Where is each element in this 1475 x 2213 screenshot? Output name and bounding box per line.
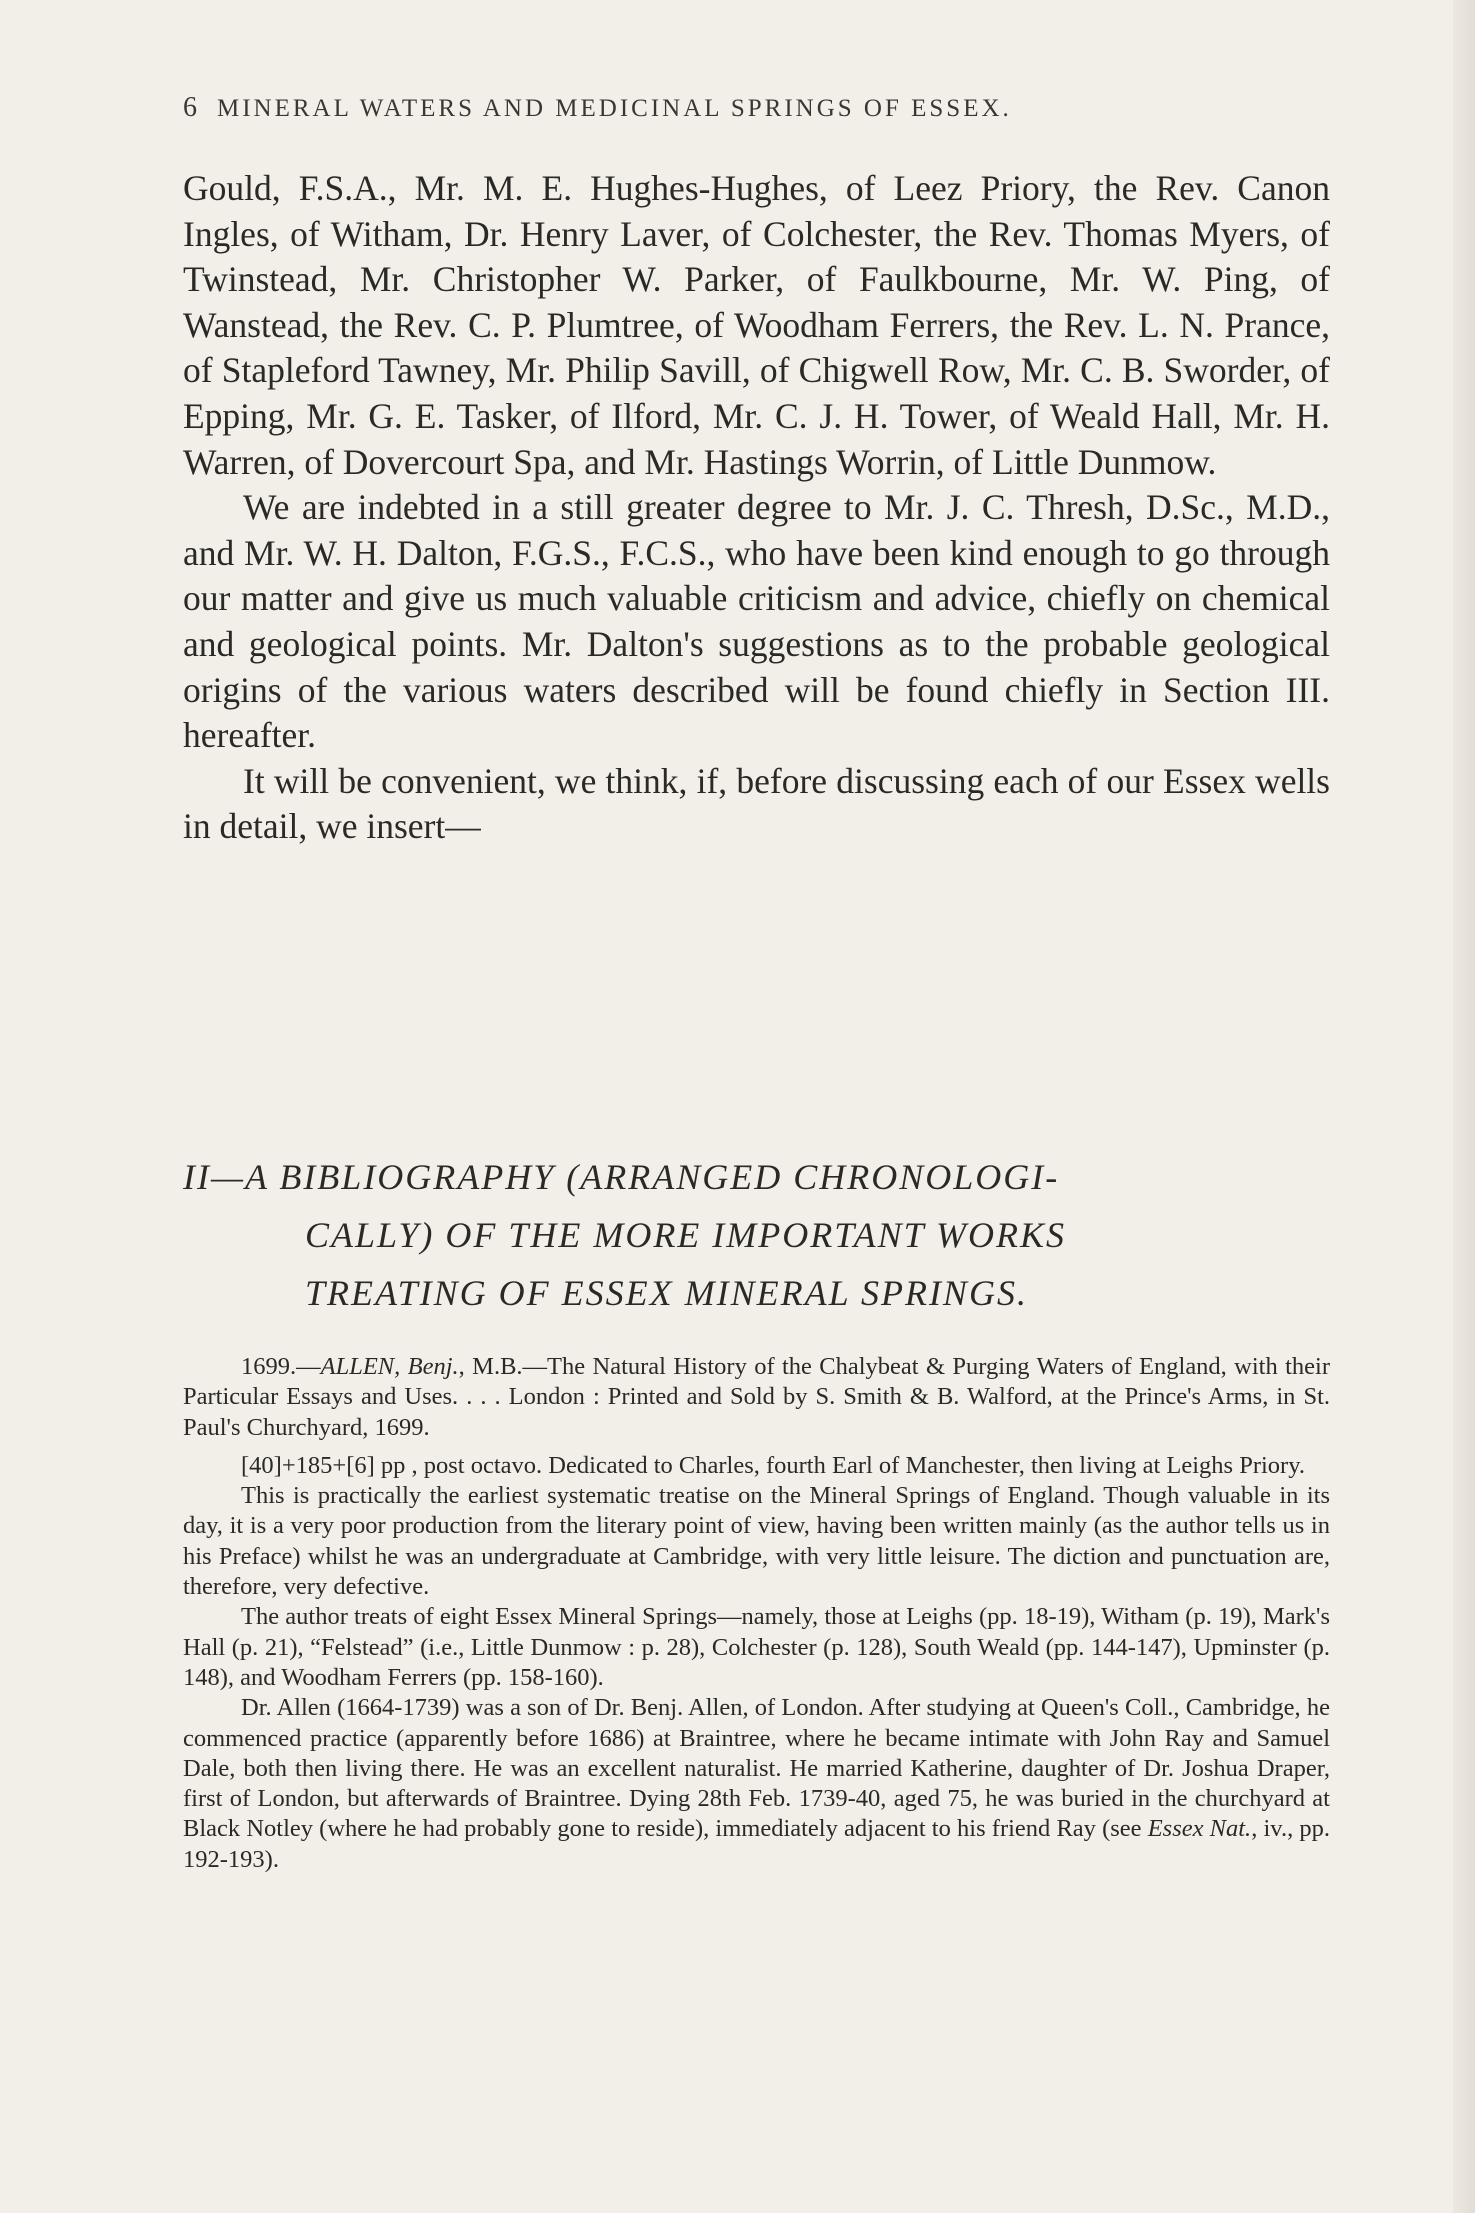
note-3-text: Dr. Allen (1664-1739) was a son of Dr. Benj. Allen, of London. After studying at Queen's Coll., Cambridge, he commenced practice (apparently before 1686) at Braintree, where he became intimate with John Ray and Samuel Dale, both then living there. He was an excellent naturalist. He married Katherine, daughter of Dr. Joshua Draper, first of London, but afterwards of Braintree. Dying 28th Feb. 1739-40, aged 75, he was buried in the churchyard at Black Notley (where he had probably gone to reside), immediately adjacent to his friend Ray (see [183,1694,1330,1843]
section-heading [183,1148,1330,1322]
note-3-reference: Essex Nat. [1147,1815,1252,1843]
entry-note-1: This is practically the earliest systematic treatise on the Mineral Springs of England. Though valuable in its day, it is a very poor production from the literary point of view, having been written mainly (as the author tells us in his Preface) whilst he was an undergraduate at Cambridge, with very little leisure. The diction and punctuation are, therefore, very defective. [183,1482,1330,1601]
paragraph-insert: It will be convenient, we think, if, before discussing each of our Essex wells in detail, we insert— [183,760,1330,847]
note-3-pages: , iv., pp. 192-193). [183,1815,1330,1873]
page-number: 6 [183,92,197,123]
entry-note-2: The author treats of eight Essex Mineral Springs—namely, those at Leighs (pp. 18-19), Witham (p. 19), Mark's Hall (p. 21), “Felstead” (i.e., Little Dunmow : p. 28), Colchester (p. 128), South Weald (pp. 144-147), Upminster (p. 148), and Woodham Ferrers (pp. 158-160). [183,1603,1330,1691]
entry-details: , M.B.—The Natural History of the Chalybeat & Purging Waters of England, with their Particular Essays and Uses. . . . London : Printed and Sold by S. Smith & B. Walford, at the Prince's Arms, in St. Paul's Churchyard, 1699. [183,1353,1331,1441]
section-heading-line-2: CALLY) OF THE MORE IMPORTANT WORKS [305,1215,1066,1255]
entry-note-3 [183,1693,1330,1875]
entry-year: 1699.— [241,1353,321,1380]
section-heading-line-3: TREATING OF ESSEX MINERAL SPRINGS. [305,1273,1028,1313]
bibliography-entry [183,1352,1330,1443]
running-title: MINERAL WATERS AND MEDICINAL SPRINGS OF ESSEX. [217,95,1012,122]
bibliography [183,1352,1330,1875]
entry-author: ALLEN, Benj. [320,1353,459,1380]
main-text [183,166,1330,850]
page-edge-shadow [1453,0,1475,2213]
entry-collation: [40]+185+[6] pp , post octavo. Dedicated to Charles, fourth Earl of Manchester, then living at Leighs Priory. [241,1451,1306,1479]
paragraph-indebted: We are indebted in a still greater degree to Mr. J. C. Thresh, D.Sc., M.D., and Mr. W. H. Dalton, F.G.S., F.C.S., who have been kind enough to go through our matter and give us much valuable criticism and advice, chiefly on chemical and geological points. Mr. Dalton's suggestions as to the probable geological origins of the various waters described will be found chiefly in Section III. hereafter. [183,487,1330,756]
paragraph-acknowledgements: Gould, F.S.A., Mr. M. E. Hughes-Hughes, of Leez Priory, the Rev. Canon Ingles, of Witham, Dr. Henry Laver, of Colchester, the Rev. Thomas Myers, of Twinstead, Mr. Christopher W. Parker, of Faulkbourne, Mr. W. Ping, of Wanstead, the Rev. C. P. Plumtree, of Woodham Ferrers, the Rev. L. N. Prance, of Stapleford Tawney, Mr. Philip Savill, of Chigwell Row, Mr. C. B. Sworder, of Epping, Mr. G. E. Tasker, of Ilford, Mr. C. J. H. Tower, of Weald Hall, Mr. H. Warren, of Dovercourt Spa, and Mr. Hastings Worrin, of Little Dunmow. [183,168,1330,482]
running-header [183,92,1323,124]
section-heading-line-1: II—A BIBLIOGRAPHY (ARRANGED CHRONOLOGI- [183,1157,1060,1197]
